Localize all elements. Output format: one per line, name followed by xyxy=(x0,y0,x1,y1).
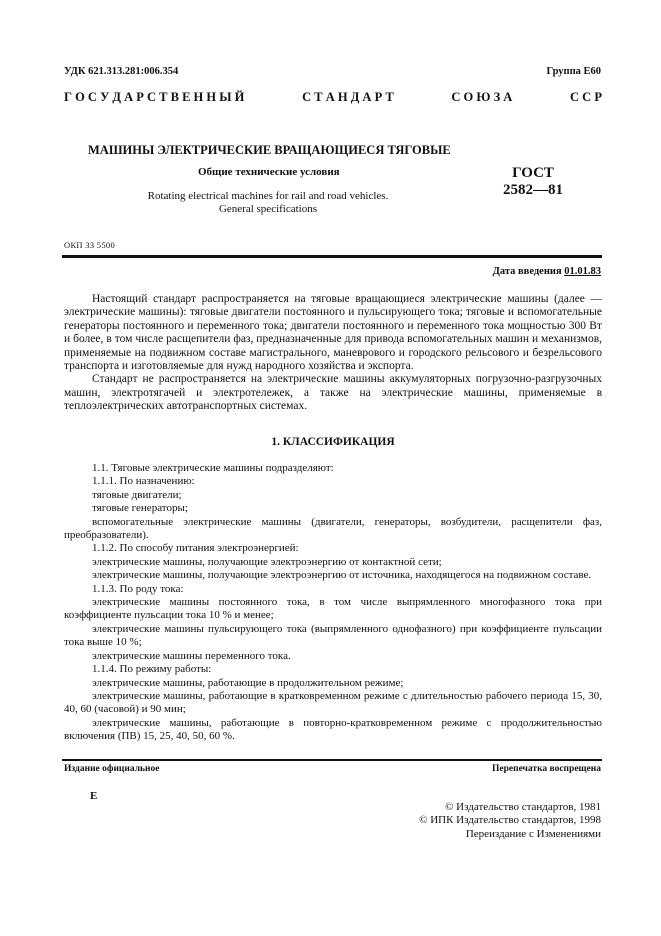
list-item: 1.1.3. По роду тока: xyxy=(92,582,184,595)
list-item: электрические машины, работающие в кратковременном режиме с длительностью рабочего периода 15, 30, 40, 60 (часовой) и 90 мин; xyxy=(64,689,602,716)
group-code: Группа E60 xyxy=(546,66,601,77)
udk-code: УДК 621.313.281:006.354 xyxy=(64,66,179,77)
section-heading: 1. КЛАССИФИКАЦИЯ xyxy=(271,436,395,448)
document-title: МАШИНЫ ЭЛЕКТРИЧЕСКИЕ ВРАЩАЮЩИЕСЯ ТЯГОВЫЕ xyxy=(88,143,451,157)
date-label: Дата введения xyxy=(492,266,565,277)
list-item: вспомогательные электрические машины (двигатели, генераторы, возбудители, расщепители фаз, преобразователи). xyxy=(64,515,602,542)
english-title xyxy=(118,190,418,216)
state-word-4: С С Р xyxy=(570,90,602,104)
gost-number: 2582—81 xyxy=(503,182,563,198)
list-item: тяговые двигатели; xyxy=(92,488,182,501)
list-item: 1.1. Тяговые электрические машины подразделяют: xyxy=(92,462,334,474)
list-item: 1.1.4. По режиму работы: xyxy=(92,663,212,676)
state-word-3: С О Ю З А xyxy=(451,90,513,104)
english-title-line1: Rotating electrical machines for rail and road vehicles. xyxy=(147,190,389,202)
official-edition-label: Издание официальное xyxy=(64,764,160,774)
header-divider xyxy=(62,255,602,258)
state-word-2: С Т А Н Д А Р Т xyxy=(302,90,394,104)
list-item: электрические машины пульсирующего тока (выпрямленного однофазного) при коэффициенте пульсации тока выше 10 %; xyxy=(64,622,602,649)
footer-divider xyxy=(62,759,602,761)
list-item: электрические машины, получающие электроэнергию от контактной сети; xyxy=(92,555,442,568)
gost-designation xyxy=(498,165,568,199)
list-item: электрические машины, работающие в повторно-кратковременном режиме с продолжительностью включения (ПВ) 15, 25, 40, 50, 60 %. xyxy=(64,716,602,743)
list-item: электрические машины, получающие электроэнергию от источника, находящегося на подвижном составе. xyxy=(92,569,592,582)
introduction-date xyxy=(493,266,601,277)
state-standard-heading xyxy=(64,90,602,105)
list-item: электрические машины, работающие в продолжительном режиме; xyxy=(92,676,404,689)
intro-paragraph-2: Стандарт не распространяется на электрические машины аккумуляторных погрузочно-разгрузочных машин, электротягачей и электротележек, а также на электрические машины, применяемые в теплоэлектрических автотранспортных системах. xyxy=(64,373,602,413)
intro-text xyxy=(64,293,602,414)
list-item: 1.1.1. По назначению: xyxy=(92,475,195,488)
intro-paragraph-1: Настоящий стандарт распространяется на тяговые вращающиеся электрические машины (далее — электрические машины): тяговые двигатели постоянного и пульсирующего тока; тяговые и вспомогательные генераторы постоянного и переменного тока; двигатели постоянного и переменного тока мощностью 300 Вт и более, в том числе расщепители фаз, предназначенные для привода вспомогательных машин и механизмов, применяемые на подвижном составе магистрального, маневрового и городского рельсового и безрельсового транспорта и изготовляемые для нужд народного хозяйства и экспорта. xyxy=(64,293,602,373)
list-item: электрические машины переменного тока. xyxy=(92,649,291,662)
classification-list xyxy=(64,462,602,744)
copyright-1998: © ИПК Издательство стандартов, 1998 xyxy=(419,814,601,827)
copyright-1981: © Издательство стандартов, 1981 xyxy=(445,801,601,813)
edition-mark: E xyxy=(90,790,98,802)
gost-label: ГОСТ xyxy=(512,165,554,181)
reissue-note: Переиздание с Изменениями xyxy=(465,827,601,840)
state-word-1: Г О С У Д А Р С Т В Е Н Н Ы Й xyxy=(64,90,245,104)
english-title-line2: General specifications xyxy=(218,203,318,215)
okp-code: ОКП 33 5500 xyxy=(64,240,115,250)
list-item: 1.1.2. По способу питания электроэнергией: xyxy=(92,542,299,555)
reprint-prohibited-label: Перепечатка воспрещена xyxy=(491,764,601,774)
list-item: электрические машины постоянного тока, в том числе выпрямленного многофазного тока при коэффициенте пульсации тока 10 % и менее; xyxy=(64,596,602,622)
date-value: 01.01.83 xyxy=(564,266,601,277)
document-subtitle: Общие технические условия xyxy=(198,166,340,178)
list-item: тяговые генераторы; xyxy=(92,502,188,515)
copyright-block xyxy=(419,801,601,841)
